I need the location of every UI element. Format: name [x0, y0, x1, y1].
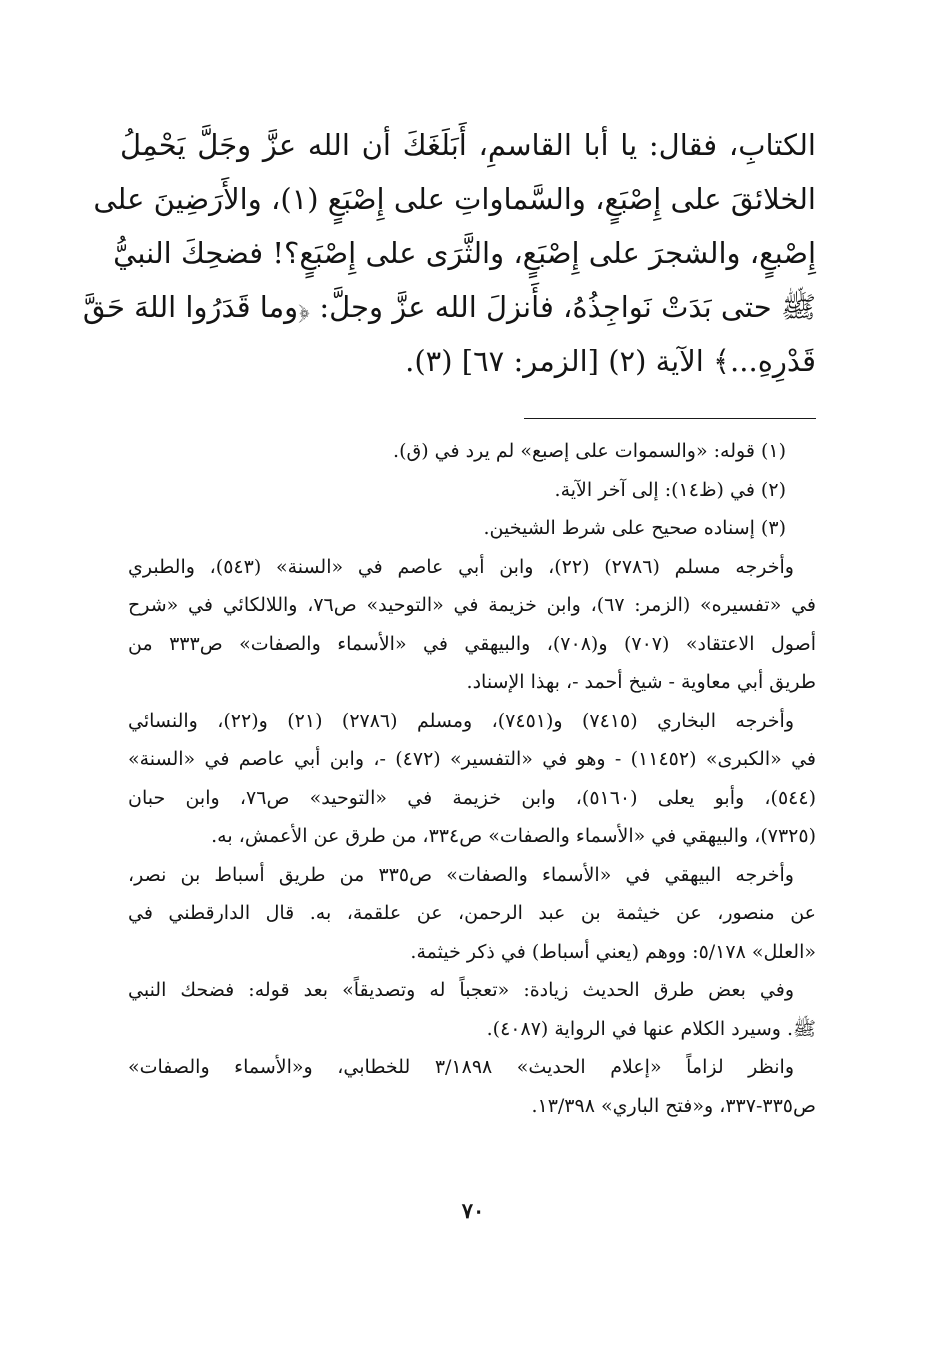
footnote-separator: [524, 418, 816, 419]
main-text-block: [82, 118, 816, 388]
page-number: ٧٠: [461, 1198, 485, 1223]
main-text-line: الخلائقَ على إِصْبَعٍ، والسَّماواتِ على إِصْبَعٍ (١)، والأَرَضِينَ على: [93, 182, 816, 216]
footnotes-block: [128, 432, 816, 1125]
footnote-line: ص٣٣٥-٣٣٧، و«فتح الباري» ١٣/٣٩٨.: [531, 1094, 816, 1117]
main-text-line: إِصْبعٍ، والشجرَ على إِصْبَعٍ، والثَّرَى على إِصْبَعٍ؟! فضحِكَ النبيُّ: [113, 236, 816, 270]
main-text-line: ﷺ حتى بَدَتْ نَواجِذُهُ، فأَنزلَ الله عزَّ وجلَّ: ﴿وما قَدَرُوا اللهَ حَقَّ: [82, 290, 816, 324]
footnote-line: في «الكبرى» (١١٤٥٢) - وهو في «التفسير» (٤٧٢) -، وابن أبي عاصم في «السنة»: [128, 748, 817, 770]
footnote-line: وفي بعض طرق الحديث زيادة: «تعجباً له وتصديقاً» بعد قوله: فضحك النبي: [128, 979, 794, 1001]
footnote-3: (٣) إسناده صحيح على شرط الشيخين.: [483, 517, 786, 539]
footnote-line: وأخرجه البخاري (٧٤١٥) و(٧٤٥١)، ومسلم (٢٧٨٦) (٢١) و(٢٢)، والنسائي: [128, 709, 794, 732]
footnote-line: «العلل» ٥/١٧٨: ووهم (يعني أسباط) في ذكر خيثمة.: [410, 940, 816, 963]
footnote-line: ﷺ. وسيرد الكلام عنها في الرواية (٤٠٨٧).: [486, 1017, 816, 1040]
footnote-line: وانظر لزاماً «إعلام الحديث» ٣/١٨٩٨ للخطابي، و«الأسماء والصفات»: [128, 1056, 794, 1078]
footnote-1: (١) قوله: «والسموات على إصبع» لم يرد في (ق).: [393, 440, 786, 462]
footnote-line: عن منصور، عن خيثمة بن عبد الرحمن، عن علقمة، به. قال الدارقطني في: [128, 902, 816, 924]
footnote-line: وأخرجه مسلم (٢٧٨٦) (٢٢)، وابن أبي عاصم في «السنة» (٥٤٣)، والطبري: [128, 555, 794, 578]
footnote-2: (٢) في (ظ١٤): إلى آخر الآية.: [554, 478, 786, 501]
footnote-line: أصول الاعتقاد» (٧٠٧) و(٧٠٨)، والبيهقي في «الأسماء والصفات» ص٣٣٣ من: [128, 632, 817, 655]
footnote-line: طريق أبي معاوية - شيخ أحمد -، بهذا الإسناد.: [466, 671, 816, 693]
main-text-line: قَدْرِهِ...﴾ الآية (٢) [الزمر: ٦٧] (٣).: [405, 344, 816, 378]
footnote-line: (٧٣٢٥)، والبيهقي في «الأسماء والصفات» ص٣٣٤، من طرق عن الأعمش، به.: [211, 825, 816, 847]
main-text-line: الكتابِ، فقال: يا أبا القاسمِ، أَبَلَغَكَ أن الله عزَّ وجَلَّ يَحْمِلُ: [120, 128, 816, 162]
footnote-line: وأخرجه البيهقي في «الأسماء والصفات» ص٣٣٥ من طريق أسباط بن نصر،: [128, 863, 794, 886]
footnote-line: في «تفسيره» (الزمر: ٦٧)، وابن خزيمة في «التوحيد» ص٧٦، واللالكائي في «شرح: [128, 594, 816, 616]
footnote-line: (٥٤٤)، وأبو يعلى (٥١٦٠)، وابن خزيمة في «التوحيد» ص٧٦، وابن حبان: [128, 786, 817, 809]
